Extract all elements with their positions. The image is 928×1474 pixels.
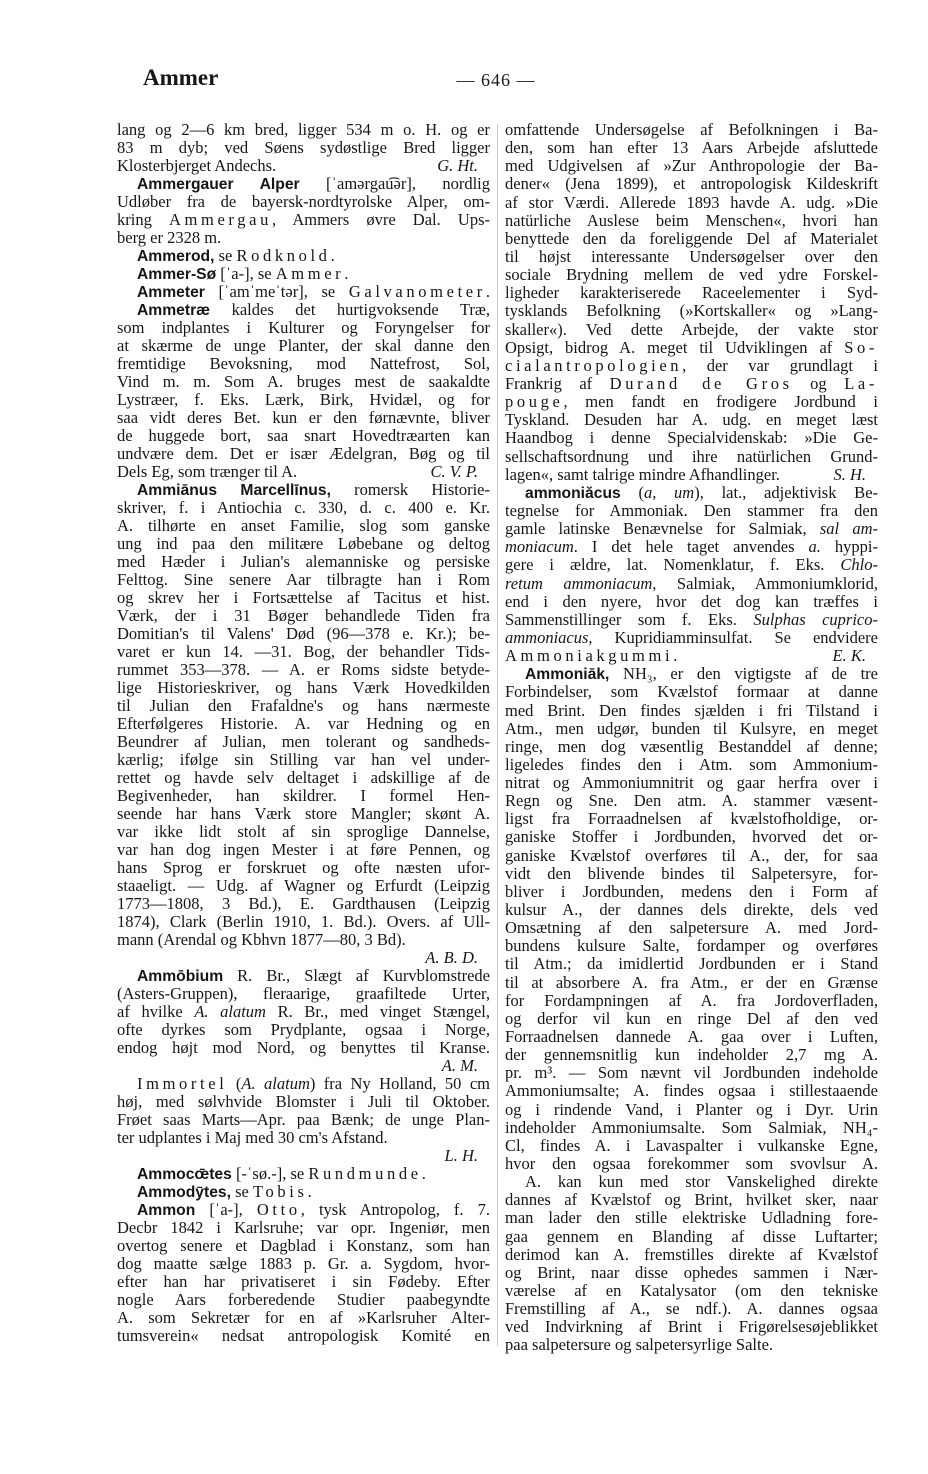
- text-line: dog maatte sælge 1883 p. Gr. a. Sygdom, hvor-: [117, 1254, 490, 1273]
- author-signature: A. B. D.: [425, 948, 478, 967]
- author-signature: L. H.: [444, 1146, 478, 1165]
- text-line: [117, 463, 490, 481]
- text-run: , tysk Antropolog, f. 7.: [300, 1200, 490, 1219]
- text-run: (: [227, 1074, 242, 1093]
- spaced-text: Tobis: [252, 1182, 308, 1201]
- text-line: høj, med sølvhvide Blomster i Juli til Oktober.: [117, 1092, 490, 1111]
- italic-text: Chlo-: [840, 555, 878, 575]
- text-line: Efterfølgeres Historie. A. var Hedning og en: [117, 714, 490, 733]
- text-line: [505, 665, 878, 683]
- text-run: ter udplantes i Maj med 30 cm's Afstand.: [117, 1128, 388, 1147]
- text-line: kærlig; ifølge sin Stilling var han vel under-: [117, 750, 490, 769]
- text-line: Vind m. m. Som A. bruges mest de saakaldte: [117, 372, 490, 391]
- text-line: til at absorbere A. fra Atm., er der en Grænse: [505, 972, 878, 992]
- text-line: [117, 175, 490, 193]
- text-line: [505, 357, 878, 375]
- italic-text: retum ammoniacum: [505, 573, 653, 593]
- spaced-text: Immortel: [137, 1074, 228, 1093]
- italic-text: a.: [808, 537, 821, 557]
- text-run: [ˈamərgau͡ər], nordlig: [299, 174, 491, 193]
- text-run: .: [330, 246, 335, 265]
- text-run: romersk Historie-: [330, 480, 490, 499]
- text-line: tumsverein« nedsat antropologisk Komité en: [117, 1326, 490, 1345]
- headword: Ammetræ: [137, 302, 211, 319]
- text-line: natürliche Auslese beim Menschen«, hvori han: [505, 210, 878, 230]
- text-line: og Brint, naar disse ophedes sammen i Nær-: [505, 1262, 878, 1282]
- text-line: [505, 538, 878, 556]
- signature-line: [117, 949, 490, 967]
- text-line: [505, 1336, 878, 1354]
- text-line: Fremstilling af A., se ndf.). A. dannes ogsaa: [505, 1299, 878, 1319]
- text-line: ofte dyrkes som Prydplante, ogsaa i Norge,: [117, 1020, 490, 1039]
- text-run: , Ammers øvre Dal. Ups-: [271, 210, 490, 229]
- text-line: [117, 1003, 490, 1021]
- text-line: og i rindende Vand, i Planter og i Dyr. Urin: [505, 1099, 878, 1119]
- text-line: Værk, der i 31 Bøger behandlede Tiden fra: [117, 606, 490, 625]
- text-line: [117, 211, 490, 229]
- text-line: [505, 393, 878, 411]
- author-signature: S. H.: [833, 464, 866, 484]
- text-line: hvor den ogsaa forekommer som svovlsur A.: [505, 1154, 878, 1174]
- text-line: Begivenheder, han skildrer. I formel Hen-: [117, 786, 490, 805]
- text-line: [117, 967, 490, 985]
- text-line: fremtidige Bevoksning, mod Nattefrost, Sol,: [117, 354, 490, 373]
- text-run: lagen«, samt talrige mindre Afhandlinger.: [505, 464, 780, 484]
- spaced-text: Rundmunde: [308, 1164, 422, 1183]
- text-line: med Udgivelsen af »Zur Anthropologie der Ba-: [505, 156, 878, 176]
- text-run: , men fandt en frodigere Jordbund i: [563, 392, 878, 412]
- text-line: [117, 1201, 490, 1219]
- text-line: [117, 1129, 490, 1147]
- headword: Ammergauer Alper: [137, 176, 300, 193]
- spaced-text: pouge: [505, 392, 564, 412]
- headword: ammoniăcus: [525, 484, 621, 502]
- text-line: lang og 2—6 km bred, ligger 534 m o. H. og er: [117, 120, 490, 139]
- text-line: bliver i Jordbunden, medens den i Form af: [505, 881, 878, 901]
- text-line: rummet 353—378. — A. er Roms sidste betyde-: [117, 660, 490, 679]
- text-line: vidt den blivende bindes til Salpetersyre, for-: [505, 863, 878, 883]
- spaced-text: Ammoniakgummi: [505, 646, 674, 666]
- text-line: kulsur A., der dannes dels direkte, dels ved: [505, 900, 878, 920]
- text-line: varet er kun 14. —31. Bog, der behandler Tids-: [117, 642, 490, 661]
- text-line: [117, 481, 490, 499]
- text-line: [117, 1165, 490, 1183]
- text-run: ), lat., adjektivisk Be-: [694, 482, 879, 502]
- italic-text: a, um: [643, 482, 695, 502]
- text-line: (Asters-Gruppen), fleraarige, graafiltede Urter,: [117, 984, 490, 1003]
- text-line: Regn og Sne. Den atm. A. stammer væsent-: [505, 791, 878, 811]
- text-line: [505, 575, 878, 593]
- text-line: [505, 1173, 878, 1191]
- text-line: var han dog ingen Mester i at føre Pennen, og: [117, 840, 490, 859]
- spaced-text: La-: [844, 373, 878, 393]
- text-line: Ammoniumsalte; A. findes ogsaa i stillestaaende: [505, 1081, 878, 1101]
- text-run: [-ˈsø.-], se: [231, 1164, 309, 1183]
- text-run: , Kupridiamminsulfat. Se endvidere: [588, 627, 878, 647]
- left-column: [117, 121, 490, 1345]
- page-number: — 646 —: [456, 70, 536, 90]
- text-line: Forraadnelsen dannede A. gaa over i Luften,: [505, 1027, 878, 1047]
- text-line: til Atm.; da imidlertid Jordbunden er i Stand: [505, 954, 878, 974]
- text-line: [117, 265, 490, 283]
- text-line: [117, 1183, 490, 1201]
- text-line: undvære dem. Det er især Ædelgran, Bøg og til: [117, 444, 490, 463]
- spaced-text: Durand de Gros: [609, 373, 793, 393]
- italic-text: A. alatum: [241, 1074, 310, 1093]
- text-line: skaller«). Ved dette Arbejde, der vakte stor: [505, 319, 878, 339]
- text-run: [ˈa-], se: [216, 264, 276, 283]
- text-run: se: [230, 1182, 253, 1201]
- text-run: kaldes det hurtigvoksende Træ,: [210, 300, 490, 319]
- text-line: ligheder karakteriserede Raceelementer i Syd-: [505, 283, 878, 303]
- spaced-text: cialantropologien: [505, 355, 683, 375]
- text-line: benyttede den da foreliggende Del af Materialet: [505, 228, 878, 248]
- text-run: A. kan kun med stor Vanskelighed direkte: [525, 1172, 878, 1192]
- text-run: og: [792, 373, 845, 393]
- text-line: ringe, men dog væsentlig Bestanddel af denne;: [505, 736, 878, 756]
- text-line: indeholder Ammoniumsalte. Som Salmiak, NH₄-: [505, 1117, 878, 1137]
- text-line: Udløber fra de bayersk-nordtyrolske Alper, om-: [117, 192, 490, 211]
- spaced-text: Ammer: [275, 264, 345, 283]
- text-line: der gennemsnitlig kun indeholder 2,7 mg A.: [505, 1045, 878, 1065]
- column-rule: [497, 124, 498, 1346]
- text-line: [117, 1075, 490, 1093]
- text-line: bundens kulsure Salte, fordamper og overføres: [505, 936, 878, 956]
- text-line: med Brint. Den findes sjælden i fri Tilstand i: [505, 700, 878, 720]
- signature-line: [117, 1147, 490, 1165]
- text-line: Frøet saas Marts—Apr. paa Bænk; de unge Plan-: [117, 1110, 490, 1129]
- text-line: ganiske Kvælstof overføres til A., der, for saa: [505, 845, 878, 865]
- text-line: værelse af en Katalysator (om den tekniske: [505, 1281, 878, 1300]
- right-column: [505, 121, 878, 1355]
- text-line: [505, 339, 878, 357]
- headword: Ammer-Sø: [137, 266, 217, 283]
- text-line: sociale Brydning mellem de ved ydre Forskel-: [505, 265, 878, 285]
- text-line: Lystræer, f. Eks. Lærk, Birk, Hvidæl, og for: [117, 390, 490, 409]
- text-run: se: [214, 246, 237, 265]
- text-line: med Hæder i Julian's alemanniske og persiske: [117, 552, 490, 571]
- text-line: var ikke lidt stolt af sin sproglige Dannelse,: [117, 822, 490, 841]
- author-signature: E. K.: [832, 646, 866, 666]
- text-run: mann (Arendal og Kbhvn 1877—80, 3 Bd).: [117, 930, 406, 949]
- text-run: gamle latinske Benævnelse for Salmiak,: [505, 519, 820, 539]
- signature-line: [117, 1057, 490, 1075]
- text-line: A. tilhørte en anset Familie, slog som ganske: [117, 516, 490, 535]
- text-run: , der var grundlagt i: [682, 355, 878, 375]
- text-run: [ˈa-],: [195, 1200, 257, 1219]
- italic-text: Sulphas cuprico-: [753, 609, 878, 629]
- text-run: .: [421, 1164, 426, 1183]
- text-line: [505, 629, 878, 647]
- text-line: lige Historieskriver, og hans Værk Hovedkilden: [117, 678, 490, 697]
- text-line: [117, 229, 490, 247]
- text-line: for Fordampningen af A. fra Jordoverfladen,: [505, 990, 878, 1010]
- headword: Ammodȳtes,: [137, 1184, 231, 1201]
- running-head-title: Ammer: [143, 65, 219, 90]
- italic-text: sal am-: [819, 519, 878, 539]
- text-line: Domitian's til Valens' Død (96—378 e. Kr.); be-: [117, 624, 490, 643]
- text-line: nogle Aars forberedende Studier paabegyndte: [117, 1290, 490, 1309]
- text-line: [117, 931, 490, 949]
- text-line: af stor Værdi. Allerede 1893 havde A. udg. »Die: [505, 192, 878, 212]
- author-signature: A. M.: [441, 1056, 478, 1075]
- text-line: og derfor vil kun en ringe Del af den ved: [505, 1008, 878, 1028]
- text-line: man lader den stille elektriske Udladning fore-: [505, 1208, 878, 1228]
- text-run: .: [344, 264, 349, 283]
- text-line: hans Sprog er forskruet og ofte næsten ufor-: [117, 858, 490, 877]
- text-line: [505, 647, 878, 665]
- text-line: gaa gennem en Blanding af disse Luftarter;: [505, 1226, 878, 1246]
- spaced-text: Rodknold: [236, 246, 331, 265]
- text-run: Klosterbjerget Andechs.: [117, 156, 277, 175]
- text-run: Opsigt, bidrog A. meget til Udviklingen af: [505, 337, 845, 357]
- text-line: [117, 157, 490, 175]
- text-line: Decbr 1842 i Karlsruhe; var opr. Ingeniør, men: [117, 1218, 490, 1237]
- text-line: sellschaftsordnung und ihre natürlichen Grund-: [505, 446, 878, 466]
- headword: Ammon: [137, 1202, 196, 1219]
- text-line: efter han har privatiseret i sin Fødeby. Efter: [117, 1272, 490, 1291]
- text-run: paa salpetersure og salpetersyrlige Salte.: [505, 1335, 774, 1355]
- text-line: [505, 484, 878, 502]
- author-signature: G. Ht.: [437, 156, 478, 175]
- text-line: ved Indvirkning af Brint i Frigørelsesøjeblikket: [505, 1317, 878, 1337]
- text-run: Frankrig af: [505, 373, 610, 393]
- italic-text: ammoniacus: [505, 627, 589, 647]
- text-line: saa vidt deres Bet. kun er den førnævnte, bliver: [117, 408, 490, 427]
- text-line: 83 m dyb; ved Søens sydøstlige Bred ligger: [117, 138, 490, 157]
- headword: Ammeter: [137, 284, 205, 301]
- text-line: omfattende Undersøgelse af Befolkningen i Ba-: [505, 120, 878, 139]
- text-run: Sammenstillinger som f. Eks.: [505, 609, 754, 629]
- text-line: [117, 247, 490, 265]
- text-run: .: [673, 646, 678, 666]
- text-run: . I det hele taget anvendes: [573, 537, 809, 557]
- spaced-text: Ammergau: [169, 210, 272, 229]
- text-line: skriver, f. i Antiochia c. 330, d. c. 400 e. Kr.: [117, 498, 490, 517]
- spaced-text: Otto: [256, 1200, 301, 1219]
- italic-text: A. alatum: [194, 1002, 266, 1021]
- text-line: tysklands Befolkning (»Kortskaller« og »Lang-: [505, 301, 878, 321]
- text-line: at skærme de unge Planter, der skal danne den: [117, 336, 490, 355]
- text-run: berg er 2328 m.: [117, 228, 222, 247]
- text-line: [117, 283, 490, 301]
- text-run: , Salmiak, Ammoniumklorid,: [652, 573, 878, 593]
- headword: Ammerod,: [137, 248, 215, 265]
- text-line: Beundrer af Julian, men tolerant og sandheds-: [117, 732, 490, 751]
- text-line: dener« (Jena 1899), et antropologisk Kildeskrift: [505, 174, 878, 194]
- text-line: Felttog. Sine senere Aar tilbragte han i Rom: [117, 570, 490, 589]
- text-line: [505, 556, 878, 574]
- text-line: Atm., men udgør, bunden til Kulsyre, en meget: [505, 718, 878, 738]
- text-line: ligst fra Forraadnelsen af kvælstofholdige, or-: [505, 809, 878, 829]
- text-line: til højst interessante Undersøgelser over den: [505, 246, 878, 266]
- text-line: [505, 520, 878, 538]
- text-run: (: [620, 482, 644, 502]
- text-line: tegnelse for Ammoniak. Den stammer fra den: [505, 500, 878, 520]
- text-line: ligeledes findes den i Atm. som Ammonium-: [505, 754, 878, 774]
- author-signature: C. V. P.: [430, 462, 478, 481]
- text-line: den, som han efter 13 Aars Arbejde afsluttede: [505, 138, 878, 158]
- text-line: [505, 466, 878, 484]
- text-line: ganiske Stoffer i Jordbunden, hvorved det or-: [505, 827, 878, 847]
- text-line: end i den nyere, hvor det dog kan træffes i: [505, 591, 878, 611]
- text-line: Tyskland. Desuden har A. udg. en meget læst: [505, 410, 878, 430]
- text-line: seende har hans Værk store Mangler; skønt A.: [117, 804, 490, 823]
- headword: Ammiānus Marcellīnus,: [137, 482, 331, 499]
- text-line: som indplantes i Kulturer og Foryngelser for: [117, 318, 490, 337]
- text-run: hyppi-: [820, 537, 878, 557]
- text-line: Cl, findes A. i Lavaspalter i vulkanske Egne,: [505, 1135, 878, 1155]
- text-run: af hvilke: [117, 1002, 195, 1021]
- text-run: gere i ældre, lat. Nomenklatur, f. Eks.: [505, 555, 841, 575]
- text-line: 1874), Clark (Berlin 1910, 1. Bd.). Overs. af Ull-: [117, 912, 490, 931]
- headword: Ammocœ̄tes: [137, 1166, 232, 1183]
- text-line: og skrev her i Fortsættelse af Tacitus et hist.: [117, 588, 490, 607]
- text-line: [117, 301, 490, 319]
- text-line: A. som Sekretær for en af »Karlsruher Alter-: [117, 1308, 490, 1327]
- text-line: derimod kan A. fremstilles direkte af Kvælstof: [505, 1244, 878, 1264]
- spaced-text: Galvanometer: [348, 282, 486, 301]
- text-run: ) fra Ny Holland, 50 cm: [309, 1074, 490, 1093]
- text-run: kring: [117, 210, 169, 229]
- text-line: staaeligt. — Udg. af Wagner og Erfurdt (Leipzig: [117, 876, 490, 895]
- text-line: overtog senere et Dagblad i Konstanz, som han: [117, 1236, 490, 1255]
- text-line: ung ind paa den militære Løbebane og deltog: [117, 534, 490, 553]
- text-line: dannes af Kvælstof og Brint, hvilket sker, naar: [505, 1190, 878, 1210]
- text-line: Forbindelser, som Kvælstof formaar at danne: [505, 682, 878, 702]
- text-run: .: [485, 282, 490, 301]
- text-line: Haandbog i denne Specialvidenskab: »Die Ge-: [505, 428, 878, 448]
- text-line: endog højt mod Nord, og benyttes til Kranse.: [117, 1038, 490, 1057]
- headword: Ammoniāk,: [525, 666, 610, 684]
- text-run: .: [307, 1182, 312, 1201]
- text-run: Dels Eg, som trænger til A.: [117, 462, 298, 481]
- text-run: R. Br., Slægt af Kurvblomstrede: [223, 966, 490, 985]
- text-run: R. Br., med vinget Stængel,: [265, 1002, 491, 1021]
- italic-text: moniacum: [505, 537, 574, 557]
- text-line: pr. m³. — Som nævnt vil Jordbunden indeholde: [505, 1063, 878, 1083]
- spaced-text: So-: [844, 337, 878, 357]
- text-line: 1773—1808, 3 Bd.), E. Gardthausen (Leipzig: [117, 894, 490, 913]
- text-line: til Julian den Frafaldne's og hans nærmeste: [117, 696, 490, 715]
- text-line: [505, 611, 878, 629]
- text-line: rettet og havde selv deltaget i adskillige af de: [117, 768, 490, 787]
- headword: Ammōbium: [137, 968, 224, 985]
- text-line: [505, 375, 878, 393]
- text-line: nitrat og Ammoniumnitrit og gaar herfra over i: [505, 773, 878, 793]
- text-line: Omsætning af den salpetersure A. med Jord-: [505, 918, 878, 938]
- text-run: NH₃, er den vigtigste af de tre: [609, 664, 878, 684]
- text-line: de huggede bort, saa snart Hovedtræarten kan: [117, 426, 490, 445]
- text-run: [ˈamˈmeˈtər], se: [204, 282, 349, 301]
